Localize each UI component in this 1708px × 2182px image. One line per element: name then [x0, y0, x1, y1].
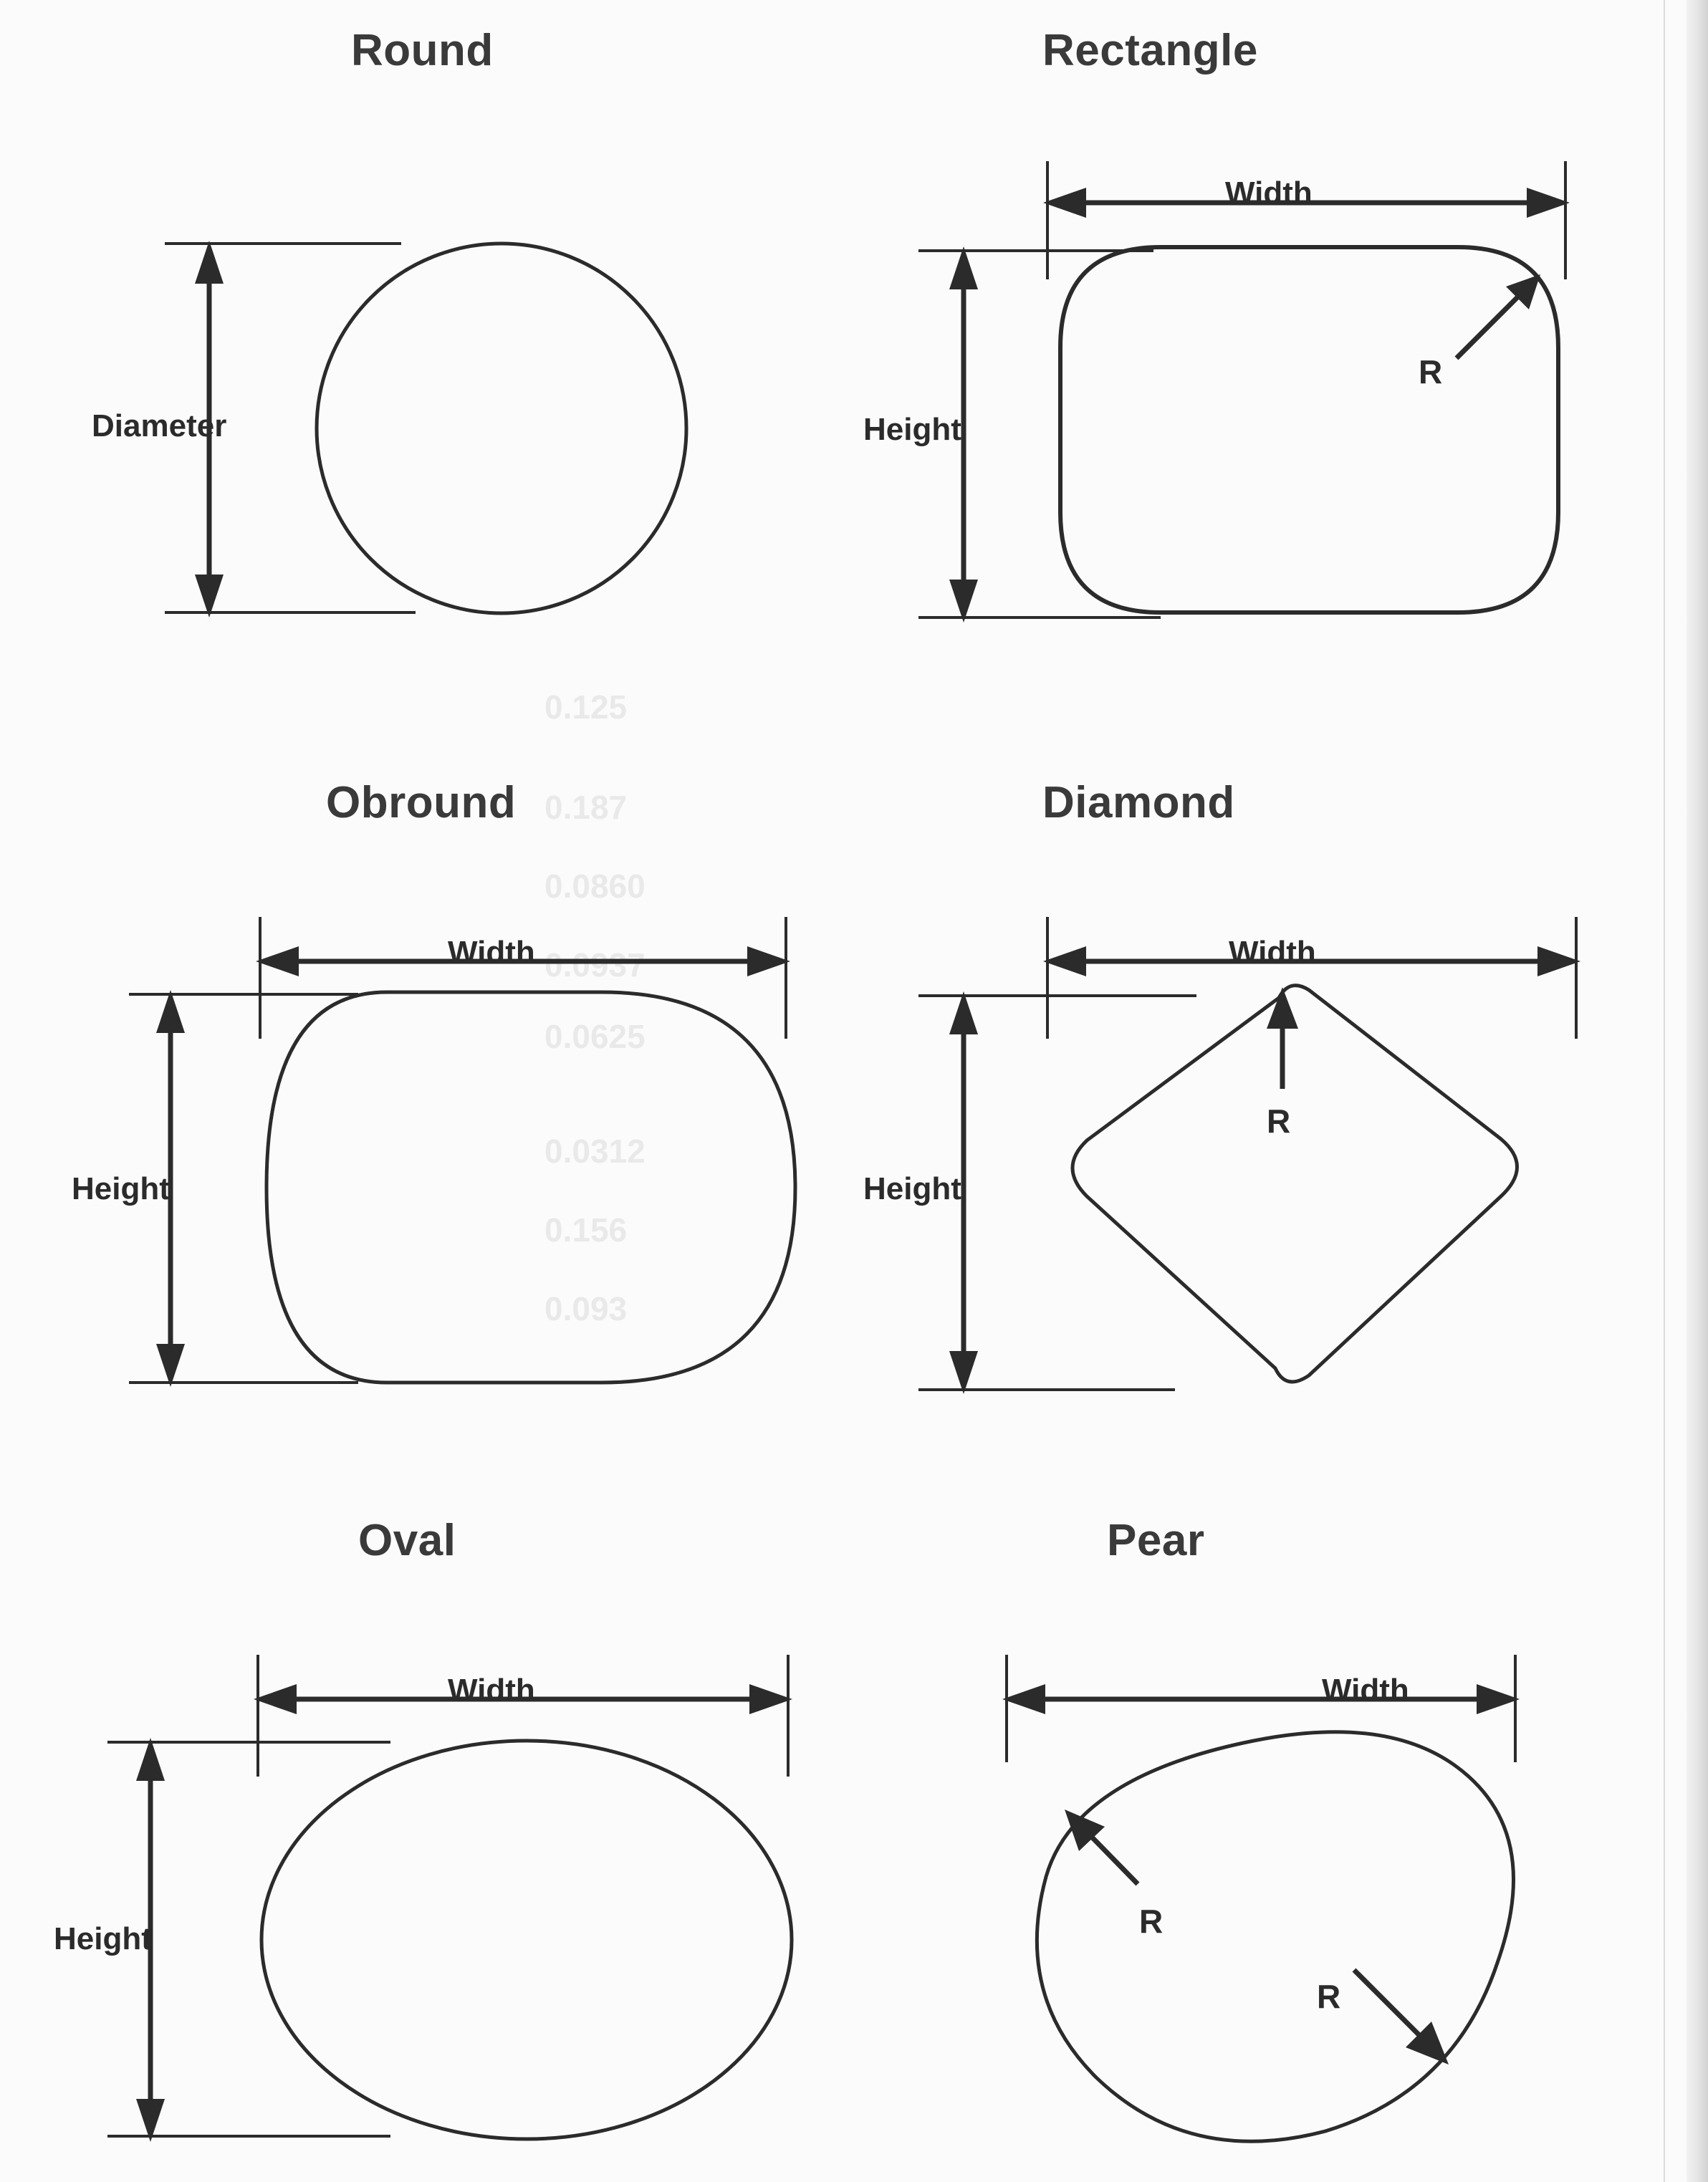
ghost-text-2: 0.0860 [544, 867, 646, 905]
diamond-radius-label: R [1267, 1102, 1291, 1140]
pear-radius-label-1: R [1139, 1903, 1164, 1940]
obround-height-label: Height [72, 1171, 170, 1206]
shape-title-diamond: Diamond [1042, 778, 1235, 827]
ghost-text-6: 0.156 [544, 1211, 628, 1249]
shape-title-obround: Obround [326, 778, 517, 827]
oval-width-label: Width [448, 1673, 535, 1708]
ghost-text-0: 0.125 [544, 688, 628, 726]
round-drawing [0, 0, 853, 666]
rectangle-drawing [853, 0, 1705, 666]
ghost-text-1: 0.187 [544, 789, 628, 826]
pear-radius-label-2: R [1317, 1978, 1341, 2015]
ghost-text-5: 0.0312 [544, 1133, 646, 1170]
rectangle-radius-label: R [1419, 353, 1443, 390]
shape-cell-oval [0, 1476, 853, 2182]
obround-drawing [0, 738, 853, 1426]
pear-width-label: Width [1322, 1673, 1409, 1708]
shape-title-pear: Pear [1107, 1516, 1205, 1565]
rectangle-height-label: Height [863, 412, 961, 447]
shape-cell-pear [853, 1476, 1705, 2182]
diamond-drawing [853, 738, 1705, 1426]
shape-cell-rectangle [853, 0, 1705, 666]
ghost-text-7: 0.093 [544, 1290, 628, 1327]
shape-cell-obround [0, 738, 853, 1426]
ghost-text-3: 0.0937 [544, 946, 646, 984]
diamond-width-label: Width [1229, 935, 1316, 970]
shape-cell-round [0, 0, 853, 666]
oval-drawing [0, 1476, 853, 2182]
pear-drawing [853, 1476, 1705, 2182]
round-diameter-label: Diameter [92, 408, 227, 443]
shape-title-rectangle: Rectangle [1042, 26, 1258, 75]
shape-title-round: Round [351, 26, 494, 75]
oval-height-label: Height [54, 1921, 152, 1956]
diamond-height-label: Height [863, 1171, 961, 1206]
rectangle-width-label: Width [1225, 176, 1313, 211]
obround-width-label: Width [448, 935, 535, 970]
shape-title-oval: Oval [358, 1516, 456, 1565]
shape-cell-diamond [853, 738, 1705, 1426]
ghost-text-4: 0.0625 [544, 1018, 646, 1055]
